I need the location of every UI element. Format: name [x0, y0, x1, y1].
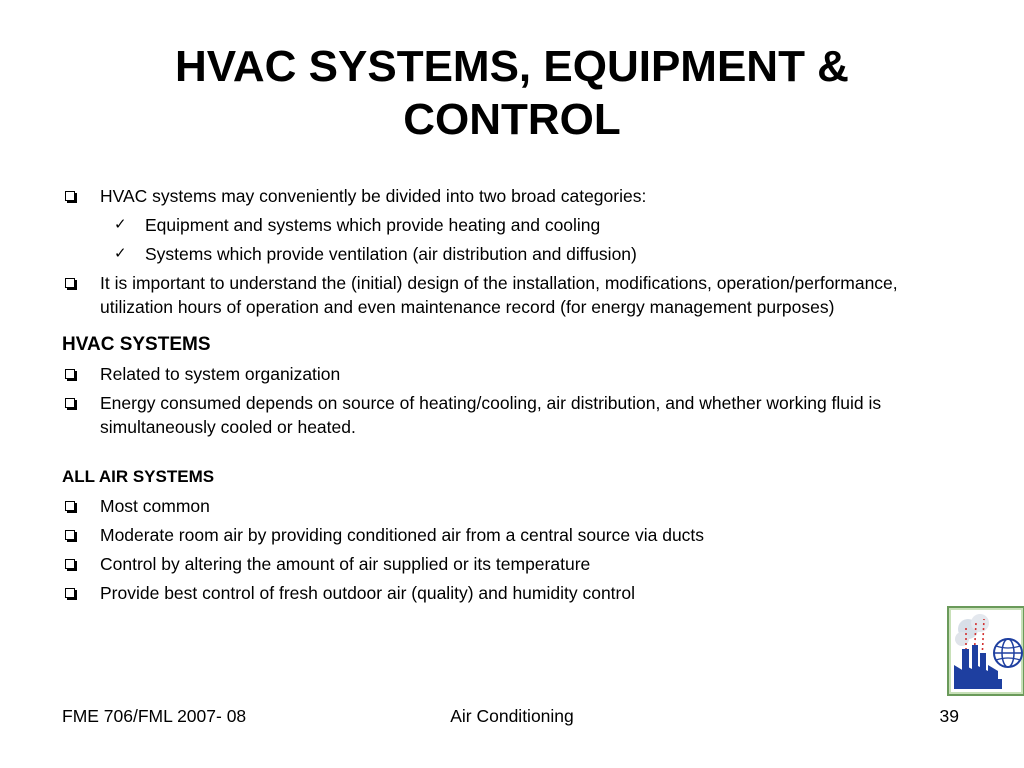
check-item — [62, 213, 962, 237]
factory-globe-icon — [946, 605, 1024, 697]
bullet-item — [62, 184, 962, 208]
bullet-item — [62, 391, 962, 439]
check-text: Equipment and systems which provide heating and cooling — [145, 215, 601, 235]
section-heading-all-air-systems: ALL AIR SYSTEMS — [62, 467, 215, 486]
bullet-item — [62, 362, 962, 386]
bullet-text: Most common — [100, 496, 210, 516]
bullet-text: Energy consumed depends on source of heating/cooling, air distribution, and whether working fluid is simultaneously cooled or heated. — [100, 393, 882, 437]
bullet-text: Related to system organization — [100, 364, 341, 384]
slide-title-line-1: HVAC SYSTEMS, EQUIPMENT & — [175, 42, 849, 91]
bullet-item — [62, 552, 962, 576]
bullet-item — [62, 271, 962, 319]
square-bullet-icon — [65, 369, 75, 379]
checkmark-icon: ✓ — [114, 216, 127, 233]
footer-course-code: FME 706/FML 2007- 08 — [62, 706, 247, 726]
square-bullet-icon — [65, 278, 75, 288]
checkmark-icon: ✓ — [114, 245, 127, 262]
square-bullet-icon — [65, 530, 75, 540]
square-bullet-icon — [65, 559, 75, 569]
square-bullet-icon — [65, 191, 75, 201]
bullet-text: It is important to understand the (initial) design of the installation, modifications, operation/performance, utilization hours of operation and even maintenance record (for energy management purposes) — [100, 273, 898, 317]
slide-body — [62, 184, 962, 610]
slide-title-line-2: CONTROL — [403, 95, 621, 144]
slide-title — [0, 40, 1024, 146]
square-bullet-icon — [65, 501, 75, 511]
section-heading-hvac-systems: HVAC SYSTEMS — [62, 334, 211, 355]
bullet-text: HVAC systems may conveniently be divided into two broad categories: — [100, 186, 647, 206]
footer-subject: Air Conditioning — [450, 706, 574, 726]
bullet-item — [62, 494, 962, 518]
square-bullet-icon — [65, 398, 75, 408]
bullet-item — [62, 581, 962, 605]
check-text: Systems which provide ventilation (air distribution and diffusion) — [145, 244, 637, 264]
bullet-item — [62, 523, 962, 547]
square-bullet-icon — [65, 588, 75, 598]
check-item — [62, 242, 962, 266]
footer-page-number: 39 — [939, 706, 959, 726]
bullet-text: Control by altering the amount of air supplied or its temperature — [100, 554, 591, 574]
bullet-text: Moderate room air by providing conditioned air from a central source via ducts — [100, 525, 705, 545]
bullet-text: Provide best control of fresh outdoor air (quality) and humidity control — [100, 583, 635, 603]
